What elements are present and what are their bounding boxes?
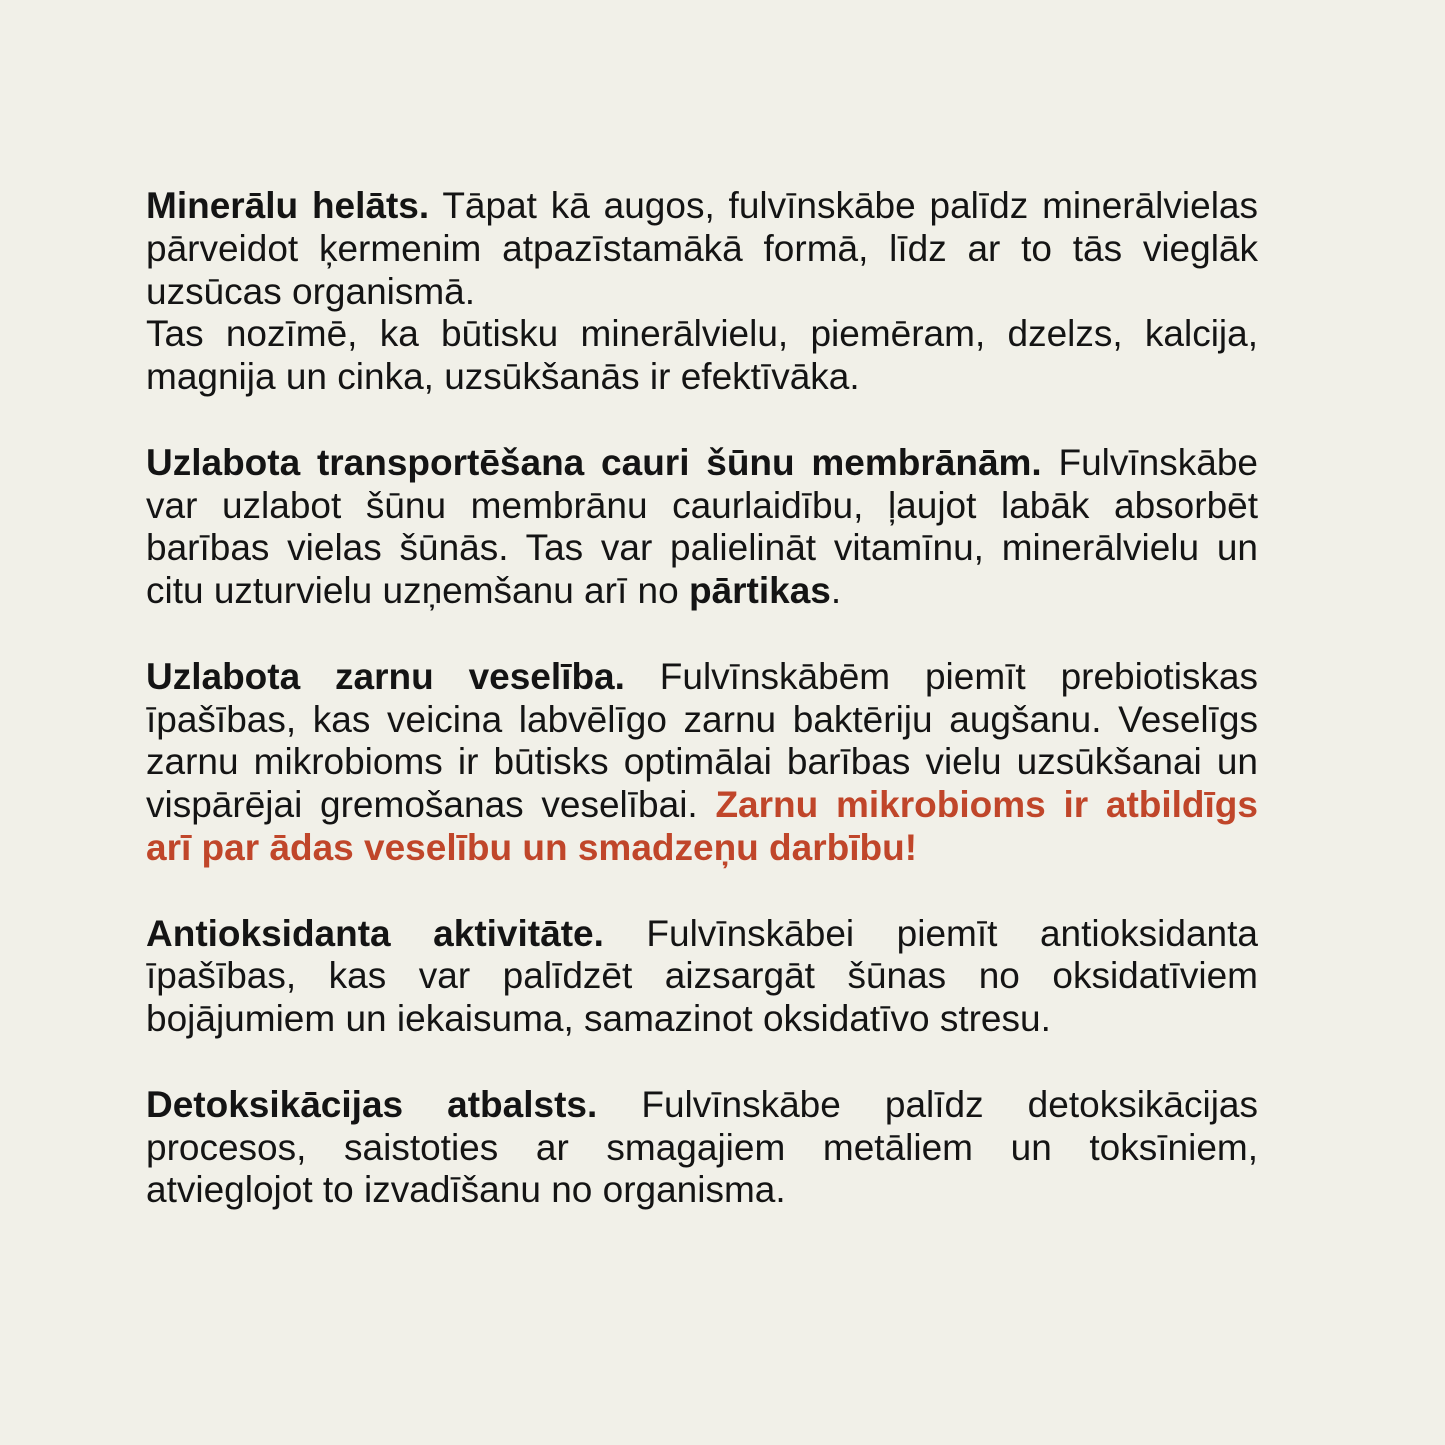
paragraph-heading: Antioksidanta aktivitāte.	[146, 912, 604, 954]
paragraph-heading: Minerālu helāts.	[146, 185, 430, 226]
paragraph-heading: Uzlabota transportēšana cauri šūnu membrānām.	[146, 441, 1042, 483]
paragraph-detox	[146, 1084, 1258, 1212]
paragraph-mineral-absorption	[146, 313, 1258, 399]
paragraph-text: Tas nozīmē, ka būtisku minerālvielu, piemēram, dzelzs, kalcija, magnija un cinka, uzsūkšanās ir efektīvāka.	[146, 313, 1258, 398]
paragraph-antioxidant	[146, 913, 1258, 1041]
paragraph-tail: .	[830, 570, 842, 612]
paragraph-text: Fulvīnskābei piemīt antioksidanta īpašības, kas var palīdzēt aizsargāt šūnas no oksidatīviem bojājumiem un iekaisuma, samazinot oksidatīvo stresu.	[146, 912, 1258, 1040]
article-body	[146, 185, 1258, 1212]
paragraph-text: Fulvīnskābēm piemīt prebiotiskas īpašības, kas veicina labvēlīgo zarnu baktēriju augšanu. Veselīgs zarnu mikrobioms ir būtisks optimālai barības vielu uzsūkšanai un vispārējai gremošanas veselībai.	[146, 655, 1259, 826]
bold-word: pārtikas	[688, 570, 831, 612]
paragraph-heading: Detoksikācijas atbalsts.	[146, 1083, 598, 1125]
highlight-text: Zarnu mikrobioms ir atbildīgs arī par ādas veselību un smadzeņu darbību!	[146, 784, 1258, 868]
paragraph-gut-health	[146, 656, 1258, 870]
paragraph-membrane-transport	[146, 442, 1258, 613]
paragraph-spacer	[146, 613, 1258, 656]
paragraph-spacer	[146, 1041, 1258, 1084]
paragraph-text: Tāpat kā augos, fulvīnskābe palīdz minerālvielas pārveidot ķermenim atpazīstamākā formā, līdz ar to tās vieglāk uzsūcas organismā.	[146, 185, 1258, 312]
paragraph-heading: Uzlabota zarnu veselība.	[146, 655, 625, 697]
paragraph-spacer	[146, 870, 1258, 913]
paragraph-text: Fulvīnskābe var uzlabot šūnu membrānu caurlaidību, ļaujot labāk absorbēt barības vielas šūnās. Tas var palielināt vitamīnu, minerālvielu un citu uzturvielu uzņemšanu arī no	[146, 441, 1258, 612]
paragraph-spacer	[146, 399, 1258, 442]
paragraph-text: Fulvīnskābe palīdz detoksikācijas procesos, saistoties ar smagajiem metāliem un toksīniem, atvieglojot to izvadīšanu no organisma.	[146, 1083, 1259, 1211]
paragraph-mineral-chelate	[146, 185, 1258, 313]
